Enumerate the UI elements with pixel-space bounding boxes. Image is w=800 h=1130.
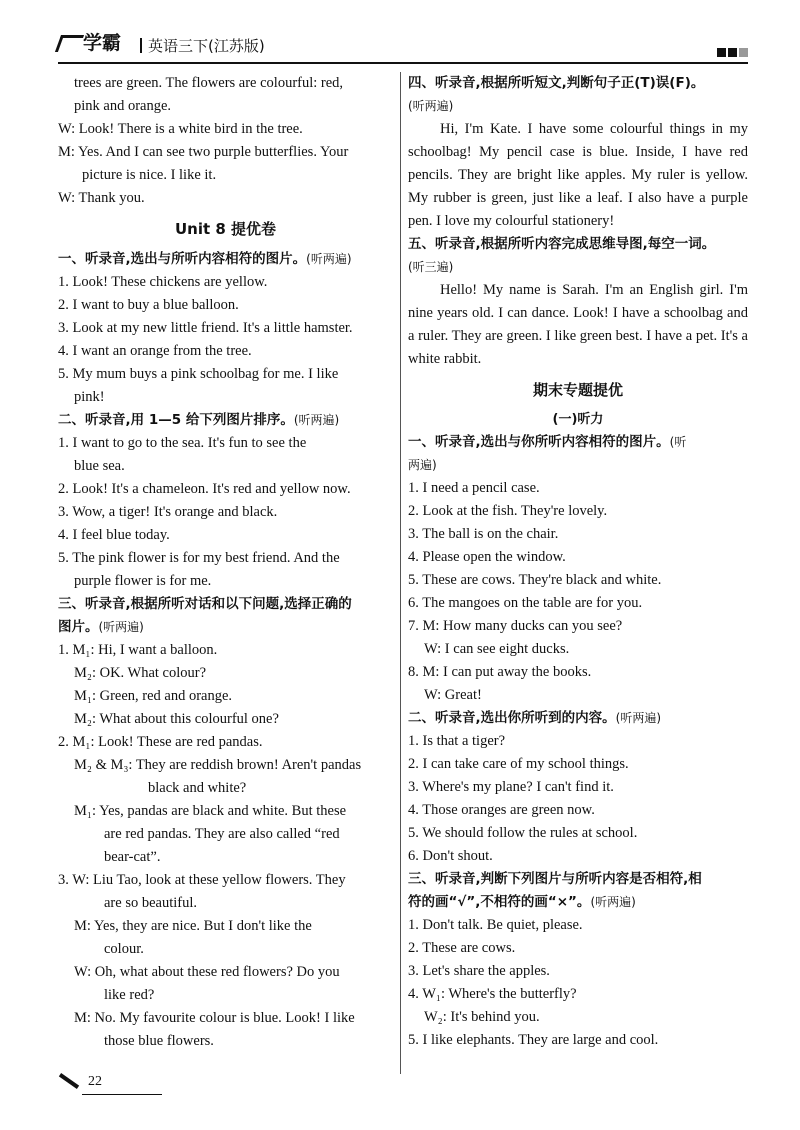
passage-text: Hello! My name is Sarah. I'm an English girl. I'm nine years old. I can dance. Look! I have a schoolbag and a ruler. They are green. I like green best. I have a pet. It's a white rabbit.	[408, 282, 748, 367]
dialogue-line: 1. M₁: Hi, I want a balloon.	[58, 642, 218, 658]
dialogue-line: M₂: What about this colourful one?	[74, 711, 279, 727]
list-item: 6. Don't shout.	[408, 848, 493, 864]
list-item: purple flower is for me.	[74, 573, 212, 589]
list-item: W: I can see eight ducks.	[424, 641, 570, 657]
list-item: 2. Look! It's a chameleon. It's red and yellow now.	[58, 481, 351, 497]
list-item: 1. I want to go to the sea. It's fun to see the	[58, 435, 307, 451]
dialogue-line: are so beautiful.	[104, 895, 198, 911]
list-item: 2. These are cows.	[408, 940, 516, 956]
brand-logo: 学霸	[58, 28, 121, 55]
section-heading: 四、听录音,根据所听短文,判断句子正(T)误(F)。	[408, 75, 705, 91]
list-item: 5. These are cows. They're black and white.	[408, 572, 662, 588]
section-note: (听两遍)	[408, 99, 454, 113]
list-item: 5. I like elephants. They are large and cool.	[408, 1032, 659, 1048]
dialogue-line: are red pandas. They are also called “red	[104, 826, 340, 842]
decorative-squares	[715, 44, 748, 62]
section-heading: 一、听录音,选出与你所听内容相符的图片。(听	[408, 434, 687, 450]
page-header	[58, 28, 748, 68]
section-heading: 三、听录音,根据所听对话和以下问题,选择正确的	[58, 596, 352, 612]
section-heading: 三、听录音,判断下列图片与所听内容是否相符,相	[408, 871, 702, 887]
section-note: (听三遍)	[408, 260, 454, 274]
text-line: W: Look! There is a white bird in the tree.	[58, 121, 303, 137]
list-item: 5. The pink flower is for my best friend. And the	[58, 550, 340, 566]
text-line: W: Thank you.	[58, 190, 145, 206]
dialogue-line: colour.	[104, 941, 144, 957]
header-rule	[58, 62, 748, 64]
pencil-icon	[59, 1073, 79, 1089]
page-number: 22	[88, 1074, 102, 1089]
section-heading: 一、听录音,选出与所听内容相符的图片。(听两遍)	[58, 251, 352, 267]
section-heading: 二、听录音,选出你所听到的内容。(听两遍)	[408, 710, 662, 726]
list-item: 1. Is that a tiger?	[408, 733, 506, 749]
section-note: 两遍)	[408, 458, 437, 472]
section-heading: 图片。(听两遍)	[58, 619, 144, 635]
list-item: W₂: It's behind you.	[424, 1009, 540, 1025]
graduation-cap-icon	[55, 35, 84, 52]
footer-rule	[82, 1094, 162, 1095]
list-item: 2. Look at the fish. They're lovely.	[408, 503, 608, 519]
text-line: M: Yes. And I can see two purple butterflies. Your	[58, 144, 349, 160]
dialogue-line: M₂: OK. What colour?	[74, 665, 207, 681]
dialogue-line: those blue flowers.	[104, 1033, 214, 1049]
section-heading: 符的画“√”,不相符的画“×”。(听两遍)	[408, 894, 636, 910]
dialogue-line: black and white?	[148, 780, 247, 796]
dialogue-line: M₁: Green, red and orange.	[74, 688, 233, 704]
list-item: 1. I need a pencil case.	[408, 480, 540, 496]
list-item: 4. I want an orange from the tree.	[58, 343, 252, 359]
list-item: 3. Let's share the apples.	[408, 963, 550, 979]
dialogue-line: M₂ & M₃: They are reddish brown! Aren't pandas	[74, 757, 362, 773]
list-item: 4. W₁: Where's the butterfly?	[408, 986, 577, 1002]
dialogue-line: 3. W: Liu Tao, look at these yellow flowers. They	[58, 872, 346, 888]
section-heading: 二、听录音,用 1—5 给下列图片排序。(听两遍)	[58, 412, 340, 428]
list-item: 5. We should follow the rules at school.	[408, 825, 638, 841]
text-line: picture is nice. I like it.	[82, 167, 217, 183]
dialogue-line: like red?	[104, 987, 155, 1003]
dialogue-line: 2. M₁: Look! These are red pandas.	[58, 734, 263, 750]
list-item: 3. Wow, a tiger! It's orange and black.	[58, 504, 278, 520]
list-item: 3. The ball is on the chair.	[408, 526, 559, 542]
dialogue-line: W: Oh, what about these red flowers? Do you	[74, 964, 340, 980]
column-divider	[400, 72, 401, 1074]
list-item: 8. M: I can put away the books.	[408, 664, 592, 680]
list-item: blue sea.	[74, 458, 125, 474]
list-item: 1. Don't talk. Be quiet, please.	[408, 917, 583, 933]
list-item: 6. The mangoes on the table are for you.	[408, 595, 643, 611]
list-item: 4. I feel blue today.	[58, 527, 170, 543]
book-title: 英语三下(江苏版)	[140, 35, 265, 56]
list-item: W: Great!	[424, 687, 482, 703]
list-item: 2. I can take care of my school things.	[408, 756, 629, 772]
dialogue-line: M: Yes, they are nice. But I don't like the	[74, 918, 312, 934]
dialogue-line: bear-cat”.	[104, 849, 161, 865]
unit-title: Unit 8 提优卷	[174, 220, 277, 238]
final-subtitle: (一)听力	[552, 412, 604, 427]
list-item: 4. Please open the window.	[408, 549, 566, 565]
list-item: 3. Look at my new little friend. It's a little hamster.	[58, 320, 353, 336]
list-item: 4. Those oranges are green now.	[408, 802, 595, 818]
passage-text: Hi, I'm Kate. I have some colourful things in my schoolbag! My pencil case is blue. Inside, I have red pencils. They are bright like apples. My ruler is yellow. My rubber is green, just like a leaf. I also have a purple pen. I love my colourful stationery!	[408, 121, 748, 229]
page-footer	[58, 1072, 102, 1090]
dialogue-line: M₁: Yes, pandas are black and white. But these	[74, 803, 347, 819]
list-item: 1. Look! These chickens are yellow.	[58, 274, 268, 290]
list-item: 2. I want to buy a blue balloon.	[58, 297, 239, 313]
right-column	[408, 72, 748, 1052]
final-title: 期末专题提优	[532, 381, 623, 399]
dialogue-line: M: No. My favourite colour is blue. Look! I like	[74, 1010, 355, 1026]
list-item: 5. My mum buys a pink schoolbag for me. I like	[58, 366, 339, 382]
list-item: 3. Where's my plane? I can't find it.	[408, 779, 614, 795]
list-item: 7. M: How many ducks can you see?	[408, 618, 623, 634]
text-line: pink and orange.	[74, 98, 172, 114]
list-item: pink!	[74, 389, 105, 405]
section-heading: 五、听录音,根据所听内容完成思维导图,每空一词。	[408, 236, 716, 252]
text-line: trees are green. The flowers are colourful: red,	[74, 75, 344, 91]
left-column	[58, 72, 393, 1053]
